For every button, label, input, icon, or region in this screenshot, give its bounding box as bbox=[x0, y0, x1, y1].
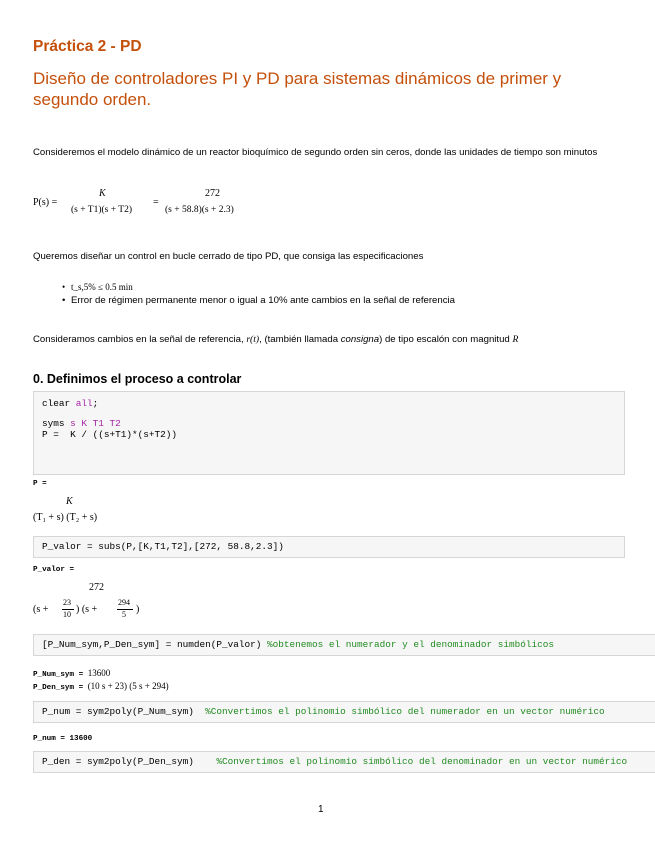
frac-denominator: 5 bbox=[122, 610, 126, 619]
code-comment: %Convertimos el polinomio simbólico del denominador en un vector numérico bbox=[216, 756, 628, 767]
code-token: s K T1 T2 bbox=[70, 418, 121, 429]
output-label: P_Den_sym = bbox=[33, 684, 88, 692]
output-p-denominator: (T₁ + s) (T₂ + s) bbox=[33, 512, 98, 523]
ref-magnitude: R bbox=[512, 334, 519, 345]
design-paragraph: Queremos diseñar un control en bucle cerrado de tipo PD, que consiga las especificaciones bbox=[33, 251, 424, 262]
code-block-5[interactable] bbox=[33, 751, 655, 773]
document-subtitle: Diseño de controladores PI y PD para sistemas dinámicos de primer y segundo orden. bbox=[33, 69, 562, 109]
output-p-numerator: K bbox=[66, 496, 73, 507]
code-token: ; bbox=[92, 398, 99, 409]
equation-lhs: P(s) = bbox=[33, 197, 58, 208]
code-block-1[interactable] bbox=[33, 391, 625, 475]
output-den-sym bbox=[33, 681, 169, 692]
code-token: P_num = sym2poly(P_Num_sym) bbox=[42, 706, 206, 717]
equation-numerator-2: 272 bbox=[205, 188, 220, 199]
output-num-sym bbox=[33, 668, 110, 679]
code-line-sym2poly-den bbox=[42, 756, 627, 768]
output-p-label: P = bbox=[33, 480, 47, 488]
equation-denominator-1: (s + T1)(s + T2) bbox=[71, 205, 133, 215]
output-pvalor-numerator: 272 bbox=[89, 582, 104, 593]
code-comment: %Convertimos el polinomio simbólico del numerador en un vector numérico bbox=[205, 706, 605, 717]
code-line-clear bbox=[42, 398, 98, 410]
output-pvalor-denominator bbox=[33, 598, 163, 622]
equation-equals: = bbox=[153, 197, 159, 208]
code-block-2[interactable] bbox=[33, 536, 625, 558]
frac-denominator: 10 bbox=[63, 610, 71, 619]
equation-numerator-1: K bbox=[99, 188, 106, 199]
output-value: 13600 bbox=[87, 668, 111, 678]
ref-text-b: , (también llamada bbox=[259, 334, 341, 345]
code-token: clear bbox=[42, 398, 76, 409]
frac-numerator: 23 bbox=[63, 598, 71, 607]
code-line-p: P = K / ((s+T1)*(s+T2)) bbox=[42, 429, 178, 440]
frac-part: ) (s + bbox=[76, 604, 98, 615]
intro-paragraph: Consideremos el modelo dinámico de un reactor bioquímico de segundo orden sin ceros, donde las unidades de tiempo son minutos bbox=[33, 147, 598, 158]
frac-numerator: 294 bbox=[118, 598, 130, 607]
code-line-sym2poly-num bbox=[42, 706, 605, 718]
ref-symbol: r(t) bbox=[246, 334, 260, 345]
page-number: 1 bbox=[318, 804, 324, 815]
code-token: all bbox=[75, 398, 93, 409]
spec-item-settling-time: • t_s,5% ≤ 0.5 min bbox=[62, 280, 455, 294]
section-heading: 0. Definimos el proceso a controlar bbox=[33, 372, 242, 386]
output-p-num: P_num = 13600 bbox=[33, 735, 93, 743]
output-label: P_Num_sym = bbox=[33, 671, 88, 679]
ref-text-a: Consideramos cambios en la señal de referencia, bbox=[33, 334, 247, 345]
code-line-subs: P_valor = subs(P,[K,T1,T2],[272, 58.8,2.3]) bbox=[42, 541, 284, 552]
code-block-4[interactable] bbox=[33, 701, 655, 723]
page-title: Práctica 2 - PD bbox=[33, 38, 142, 55]
code-comment: %obtenemos el numerador y el denominador simbólicos bbox=[267, 639, 554, 650]
equation-denominator-2: (s + 58.8)(s + 2.3) bbox=[165, 205, 234, 215]
reference-paragraph bbox=[33, 333, 618, 348]
ref-text-c: ) de tipo escalón con magnitud bbox=[379, 334, 513, 345]
code-token: [P_Num_sym,P_Den_sym] = numden(P_valor) bbox=[42, 639, 268, 650]
code-token: syms bbox=[42, 418, 71, 429]
output-value: (10 s + 23) (5 s + 294) bbox=[87, 681, 169, 691]
spec-item-steady-error: • Error de régimen permanente menor o igual a 10% ante cambios en la señal de referencia bbox=[62, 294, 455, 308]
output-pvalor-label: P_valor = bbox=[33, 566, 75, 574]
frac-part: ) bbox=[136, 604, 140, 615]
transfer-function-equation bbox=[33, 188, 293, 218]
ref-italic: consigna bbox=[340, 334, 380, 345]
frac-part: (s + bbox=[33, 604, 49, 615]
code-line-numden bbox=[42, 639, 554, 651]
spec-list bbox=[62, 280, 455, 308]
code-block-3[interactable] bbox=[33, 634, 655, 656]
code-token: P_den = sym2poly(P_Den_sym) bbox=[42, 756, 217, 767]
